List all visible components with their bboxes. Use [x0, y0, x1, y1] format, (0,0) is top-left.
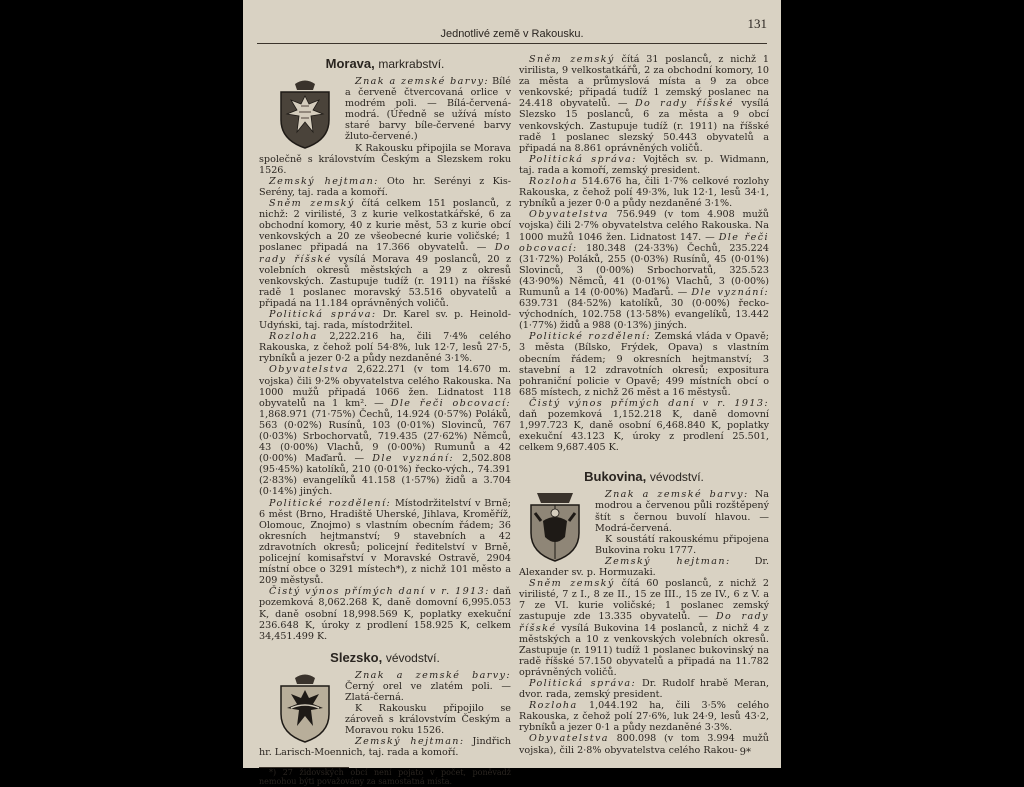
bukovina-coat-of-arms-icon [523, 491, 587, 563]
signature-mark: 9* [739, 747, 751, 758]
slezsko-language-text: 180.348 (24·33%) Čechů, 235.224 (31·72%) Poláků, 255 (0·03%) Rusínů, 45 (0·01%) Slovinců, 3 (0·00%) Srbochorvatů, 325.523 (43·90%) Němců, 41 (0·01%) Vlachů, 3 (0·00%) Rumunů a 14 (0·00%) Maďarů. — [519, 242, 769, 298]
morava-administration-text: Dr. Karel sv. p. Heinold-Udyński, taj. rada, místodržitel. [259, 308, 511, 332]
bukovina-area-label: Rozloha [529, 700, 578, 712]
slezsko-title: Slezsko, [330, 649, 383, 665]
slezsko-reichsrat-label: Do rady říšské [634, 98, 734, 110]
morava-religion-label: Dle vyznání: [372, 453, 454, 465]
bukovina-arms-label: Znak a zemské barvy: [605, 489, 749, 501]
footnote: *) 27 židovských obcí není pojato v počet, poněvadž nemohou býti považovány za samostatná místa. [259, 767, 511, 787]
running-head: Jednotlivé země v Rakousku. [440, 28, 584, 40]
morava-administration-label: Politická správa: [269, 308, 377, 320]
bukovina-governor-text: Dr. Alexander sv. p. Hormuzaki. [519, 555, 769, 579]
slezsko-diet-label: Sněm zemský [529, 54, 615, 65]
bukovina-population-label: Obyvatelstva [529, 733, 609, 745]
header-rule [257, 43, 767, 44]
slezsko-arms-text: Černý orel ve zlatém poli. — Zlatá-černá. [345, 680, 511, 703]
slezsko-diet-text: čítá 31 poslanců, z nichž 1 virilista, 9 velkostatkářů, 2 za obchodní komory, 10 za města a průmyslová místa a 9 za obce venkovské; připadá tudíž 1 zemský poslanec na 24.418 obyvatelů. — [519, 54, 769, 110]
morava-language-text: 1,868.971 (71·75%) Čechů, 14.924 (0·57%) Poláků, 563 (0·02%) Rusínů, 103 (0·01%) Slovinců, 767 (0·03%) Srbochorvatů, 719.435 (27·62%) Němců, 43 (0·00%) Vlachů, 9 (0·00%) Rumunů a 42 (0·00%) Maďarů. — [259, 408, 511, 465]
morava-arms-text: Bílé a červeně čtvercovaná orlice v modrém poli. — Bílá-červená-modrá. (Úředně se užívá místo staré barvy bíle-červené barvy žluto-červené.) [345, 76, 511, 143]
slezsko-administration-label: Politická správa: [529, 153, 637, 165]
bukovina-accession-text: K soustátí rakouskému připojena Bukovina roku 1777. [595, 533, 769, 556]
slezsko-taxes-text: daň pozemková 1,152.218 K, daně domovní 1,997.723 K, daně osobní 6,468.840 K, poplatky exekuční 43.123 K, úroky z prodlení 25.501, celkem 9,687.405 K. [519, 409, 769, 454]
slezsko-population-text: 756.949 (v tom 4.908 mužů vojska) čili 2·7% obyvatelstva celého Rakouska. Na 1000 mužů 1046 žen. Lidnatost 147. — [519, 209, 769, 243]
slezsko-area-label: Rozloha [529, 176, 578, 188]
bukovina-administration-label: Politická správa: [529, 677, 637, 689]
morava-arms-label: Znak a zemské barvy: [355, 76, 490, 87]
morava-area-label: Rozloha [269, 331, 318, 343]
morava-coat-of-arms-icon [273, 78, 337, 150]
morava-title: Morava, [325, 56, 375, 71]
morava-division-text: Místodržitelství v Brně; 6 měst (Brno, Hradiště Uherské, Jihlava, Kroměříž, Olomouc, Znojmo) s vlastním obecním řádem; 36 okresních hejtmanství; 9 stavebních a 42 zdravotních okresů; policejní ředitelství v Brně, policejní komisařství v Moravské Ostravě, 2904 místní obce o 3291 místech*), z nichž 101 město a 209 městysů. [259, 497, 511, 587]
morava-taxes-label: Čistý výnos přímých daní v r. 1913: [269, 586, 490, 598]
slezsko-arms-label: Znak a zemské barvy: [355, 669, 511, 681]
slezsko-taxes-label: Čistý výnos přímých daní v r. 1913: [529, 397, 769, 409]
morava-taxes-text: daň pozemková 8,062.268 K, daně domovní 6,995.053 K, daně osobní 18,998.569 K, poplatky exekuční 236.648 K, úroky z prodlení 158.925 K, celkem 34,451.499 K. [259, 586, 511, 642]
morava-diet-text: čítá celkem 151 poslanců, z nichž: 2 virilisté, 3 z kurie velkostatkářské, 6 za obchodní komory, 40 z kurie měst, 53 z kurie obcí venkovských a 20 ze všeobecné kurie voličské; 1 poslanec připadá na 17.366 obyvatelů. — [259, 198, 511, 254]
bukovina-reichsrat-text: vysílá Bukovina 14 poslanců, z nichž 4 z městských a 10 z venkovských volebních okresů. Zastupuje (r. 1911) tudíž 1 poslanec bukovinský na radě říšské 57.150 obyvatelů a připadá na 11.782 oprávněných voličů. [519, 622, 769, 678]
slezsko-governor-text: Jindřich hr. Larisch-Moennich, taj. rada a komoří. [259, 736, 511, 759]
bukovina-governor-label: Zemský hejtman: [605, 555, 731, 567]
morava-accession-text: K Rakousku připojila se Morava společně s královstvím Českým a Slezskem roku 1526. [259, 142, 511, 176]
bukovina-population-text: 800.098 (v tom 3.994 mužů vojska), čili 2·8% obyvatelstva celého Rakou- [519, 733, 769, 756]
bukovina-arms-text: Na modrou a červenou půli rozštěpený štít s černou buvolí hlavou. — Modrá-červená. [595, 489, 769, 534]
slezsko-reichsrat-text: vysílá Slezsko 15 poslanců, 6 za města a 9 obcí venkovských. Zastupuje tudíž (r. 1911) na říšské radě 1 poslanec slezský 50.443 obyvatelů a připadá na 8.861 oprávněných voličů. [519, 98, 769, 154]
bukovina-diet-label: Sněm zemský [529, 578, 615, 590]
book-page [243, 0, 781, 787]
slezsko-division-text: Zemská vláda v Opavě; 3 města (Bílsko, Frýdek, Opava) s vlastním obecním řádem; 9 okresních hejtmanství; 3 stavební a 12 zdravotních okresů; expositura pohraniční policie v Opavě; 499 místních obcí o 685 místech, z nichž 26 měst a 16 městysů. [519, 331, 769, 398]
slezsko-population-label: Obyvatelstva [529, 209, 609, 221]
bukovina-administration-text: Dr. Rudolf hrabě Meran, dvor. rada, zemský president. [519, 677, 769, 701]
slezsko-accession-text: K Rakousku připojilo se zároveň s královstvím Českým a Moravou roku 1526. [345, 703, 511, 737]
bukovina-area-text: 1,044.192 ha, čili 3·5% celého Rakouska, z čehož polí 27·6%, luk 24·9, lesů 43·2, rybníků a jezer 0·1 a půdy nezdaněné 3·3%. [519, 700, 769, 734]
right-column [519, 54, 769, 756]
bukovina-reichsrat-label: Do rady říšské [519, 611, 769, 634]
bukovina-diet-text: čítá 60 poslanců, z nichž 2 virilisté, 7 z I., 8 ze II., 15 ze III., 15 ze IV., 6 z V. a 7 ze VI. kurie voličské; 1 poslanec zemský zastupuje zde 13.335 obyvatelů. — [519, 578, 769, 623]
morava-population-label: Obyvatelstva [269, 364, 349, 376]
morava-area-text: 2,222.216 ha, čili 7·4% celého Rakouska, z čehož polí 54·8%, luk 12·7, lesů 27·5, rybníků a jezer 0·2 a půdy nezdaněné 3·1%. [259, 331, 511, 365]
slezsko-subtitle: vévodství. [385, 650, 440, 665]
slezsko-religion-text: 639.731 (84·52%) katolíků, 30 (0·00%) řecko-východních, 102.758 (13·58%) evangelíků, 13.442 (1·77%) židů a 988 (0·13%) jiných. [519, 298, 769, 332]
slezsko-coat-of-arms-icon [273, 672, 337, 744]
morava-religion-text: 2,502.808 (95·45%) katolíků, 210 (0·01%) řecko-vých., 74.391 (2·83%) evangelíků 41.158 (1·57%) židů a 3.704 (0·14%) jiných. [259, 453, 511, 498]
morava-population-text: 2,622.271 (v tom 14.670 m. vojska) čili 9·2% obyvatelstva celého Rakouska. Na 1000 mužů připadá 1066 žen. Lidnatost 118 obyvatelů na 1 km². — [259, 364, 511, 409]
morava-subtitle: markrabství. [378, 57, 445, 71]
slezsko-administration-text: Vojtěch sv. p. Widmann, taj. rada a komoří, zemský president. [519, 153, 769, 176]
page-number: 131 [747, 16, 767, 31]
morava-division-label: Politické rozdělení: [269, 497, 392, 509]
morava-governor-text: Oto hr. Serényi z Kis-Serény, taj. rada a komoří. [259, 175, 511, 198]
slezsko-religion-label: Dle vyznání: [691, 286, 769, 298]
morava-governor-label: Zemský hejtman: [269, 175, 379, 187]
morava-diet-label: Sněm zemský [269, 198, 355, 210]
slezsko-division-label: Politické rozdělení: [529, 331, 651, 343]
slezsko-area-text: 514.676 ha, čili 1·7% celkové rozlohy Rakouska, z čehož polí 49·3%, luk 12·1, lesů 34·1, rybníků a jezer 0·0 a půdy nezdaněné 3·1%. [519, 176, 769, 210]
morava-reichsrat-label: Do rady říšské [259, 242, 511, 265]
left-column [259, 54, 511, 787]
morava-language-label: Dle řeči obcovací: [390, 397, 511, 409]
bukovina-title: Bukovina, [584, 469, 647, 485]
morava-reichsrat-text: vysílá Morava 49 poslanců, 20 z volebních okresů městských a 29 z okresů venkovských. Zastupuje tudíž (r. 1911) na říšské radě 1 poslanec moravský 53.516 obyvatelů a připadá na 11.184 oprávněných voličů. [259, 253, 511, 309]
bukovina-heading [519, 469, 769, 485]
slezsko-governor-label: Zemský hejtman: [355, 736, 465, 748]
morava-heading [259, 56, 511, 72]
slezsko-language-label: Dle řeči obcovací: [519, 231, 769, 254]
slezsko-heading [259, 650, 511, 666]
bukovina-subtitle: vévodství. [649, 470, 704, 485]
